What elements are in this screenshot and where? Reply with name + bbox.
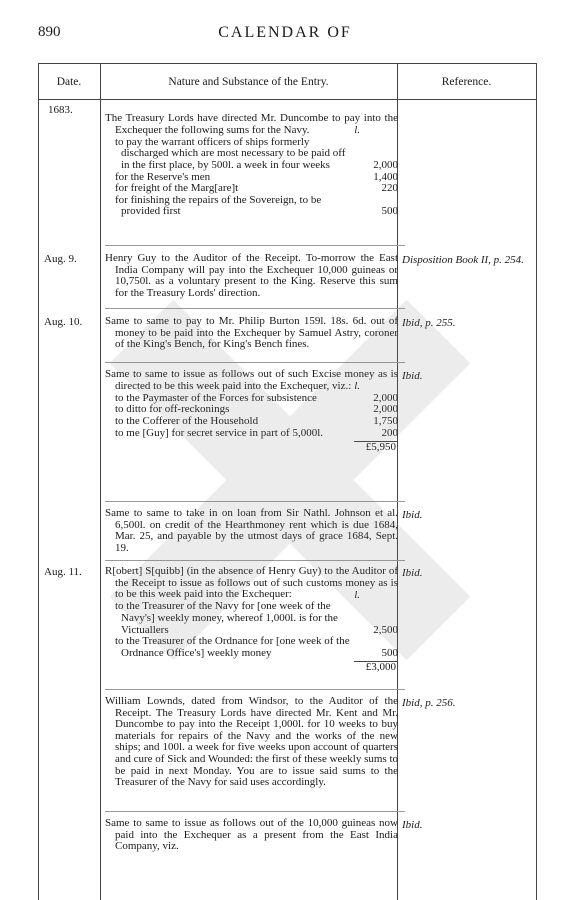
entry-total: £5,950 <box>365 441 396 454</box>
header-bottom-rule <box>38 99 537 100</box>
entry <box>105 113 398 218</box>
list-item <box>105 601 398 636</box>
item-text: for finishing the repairs of the Sovereign, to be provided first <box>115 193 322 218</box>
running-title: CALENDAR OF <box>218 24 352 41</box>
date-column-rule <box>100 63 101 900</box>
entry <box>105 818 398 853</box>
item-list <box>105 393 398 439</box>
entry-separator <box>105 689 405 690</box>
item-text: to me [Guy] for secret service in part of 5,000l. <box>115 426 324 439</box>
list-item <box>105 428 398 440</box>
calendar-table <box>38 63 537 900</box>
entry-text: R[obert] S[quibb] (in the absence of Henry Guy) to the Auditor of the Receipt to issue as follows out of such customs money as is to be this week paid into the Exchequer: <box>105 565 398 601</box>
entry-text: Same to same to issue as follows out of the 10,000 guineas now paid into the Exchequer as a present from the East India Company, viz. <box>105 817 398 853</box>
entry-text: Henry Guy to the Auditor of the Receipt. To-morrow the East India Company will pay into the Exchequer 10,000 guineas or 10,750l. as a voluntary present to the King. Reserve this sum for the Treasury Lords' direction. <box>105 252 398 299</box>
nature-column-header: Nature and Substance of the Entry. <box>168 76 329 88</box>
entry <box>105 696 398 789</box>
list-item <box>105 195 398 218</box>
entry-reference: Disposition Book II, p. 254. <box>402 254 524 266</box>
page-number: 890 <box>38 24 61 40</box>
page-header <box>38 24 532 48</box>
entry-date: Aug. 9. <box>44 253 77 265</box>
entry-text: William Lownds, dated from Windsor, to the Auditor of the Receipt. The Treasury Lords have directed Mr. Kent and Mr. Duncombe to pay into the Receipt 1,000l. for 10 weeks to buy materials for repairs of the Navy and the works of the new ships; and 100l. a week for five weeks upon account of quarters and cure of Sick and Wounded: the first of these weekly sums to be paid in next Monday. You are to issue said sums to the Treasurer of the Navy for said uses accordingly. <box>105 695 399 789</box>
item-amount: 2,000 <box>373 158 398 171</box>
item-text: to the Cofferer of the Household <box>115 414 259 427</box>
entry-text: Same to same to pay to Mr. Philip Burton 159l. 18s. 6d. out of money to be paid into the Exchequer by Samuel Astry, coroner of the King's Bench, for King's Bench fines. <box>105 315 398 351</box>
item-amount: 2,000 <box>373 403 398 416</box>
item-text: to ditto for off-reckonings <box>115 403 230 416</box>
entry-total: £3,000 <box>365 661 396 674</box>
item-list <box>105 601 398 659</box>
pounds-mark: l. <box>354 380 360 393</box>
table-top-rule <box>38 63 537 64</box>
item-text: for the Reserve's men <box>115 170 211 183</box>
list-item <box>105 137 398 172</box>
item-text: to the Paymaster of the Forces for subsistence <box>115 391 317 404</box>
table-left-rule <box>38 63 39 900</box>
entry <box>105 369 398 454</box>
item-amount: 200 <box>381 426 398 439</box>
entry <box>105 253 398 299</box>
entry-reference: Ibid. <box>402 509 423 521</box>
entry-date: 1683. <box>48 104 73 116</box>
pounds-mark: l. <box>354 588 360 601</box>
date-column-header: Date. <box>56 76 82 88</box>
entry-text: Same to same to take in on loan from Sir Nathl. Johnson et al. 6,500l. on credit of the Hearthmoney rent which is due 1684, Mar. 25, and payable by the utmost days of grace 1684, Sept. 19. <box>105 507 398 554</box>
list-item <box>105 636 398 659</box>
entry-reference: Ibid, p. 256. <box>402 697 456 709</box>
entry-separator <box>105 560 405 561</box>
entry-reference: Ibid. <box>402 370 423 382</box>
item-text: to the Treasurer of the Navy for [one week of the Navy's] weekly money, whereof 1,000l. is for the Victuallers <box>115 600 338 636</box>
item-amount: 1,750 <box>373 414 398 427</box>
item-text: for freight of the Marg[are]t <box>115 182 239 195</box>
item-amount: 1,400 <box>373 170 398 183</box>
entry-reference: Ibid. <box>402 819 423 831</box>
item-amount: 500 <box>381 646 398 659</box>
entry <box>105 508 398 554</box>
entry-separator <box>105 245 405 246</box>
entry-separator <box>105 501 405 502</box>
table-right-rule <box>536 63 537 900</box>
item-amount: 2,000 <box>373 391 398 404</box>
entry-date: Aug. 10. <box>44 316 83 328</box>
item-amount: 2,500 <box>373 623 398 636</box>
item-text: to the Treasurer of the Ordnance for [one week of the Ordnance Office's] weekly money <box>115 635 350 659</box>
entry-text: Same to same to issue as follows out of such Excise money as is directed to be this week paid into the Exchequer, viz.: <box>105 368 398 392</box>
entry-separator <box>105 811 405 812</box>
entry-separator <box>105 362 405 363</box>
item-amount: 220 <box>381 182 398 195</box>
pounds-mark: l. <box>354 124 360 137</box>
entry <box>105 566 398 674</box>
entry-reference: Ibid. <box>402 567 423 579</box>
item-text: to pay the warrant officers of ships formerly discharged which are most necessary to be paid off in the first place, by 500l. a week in four weeks <box>115 135 346 171</box>
entry-reference: Ibid, p. 255. <box>402 317 456 329</box>
entry <box>105 316 398 351</box>
reference-column-header: Reference. <box>441 76 492 88</box>
item-list <box>105 137 398 218</box>
item-amount: 500 <box>381 205 398 218</box>
entry-separator <box>105 308 405 309</box>
entry-text: The Treasury Lords have directed Mr. Duncombe to pay into the Exchequer the following sums for the Navy. <box>105 112 398 136</box>
entry-date: Aug. 11. <box>44 566 82 578</box>
